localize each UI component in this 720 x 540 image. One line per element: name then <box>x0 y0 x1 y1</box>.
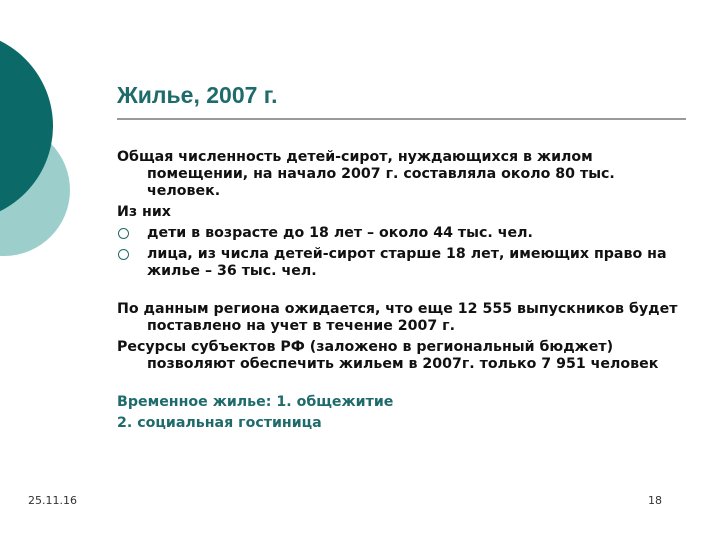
paragraph-total-orphans: Общая численность детей-сирот, нуждающихся в жилом помещении, на начало 2007 г. составляла около 80 тыс. человек. <box>117 149 615 199</box>
slide-body <box>117 149 692 436</box>
temporary-housing-line: Временное жилье: 1. общежитие <box>117 394 394 410</box>
bullet-item <box>117 246 692 280</box>
bullet-text: лица, из числа детей-сирот старше 18 лет, имеющих право на жилье – 36 тыс. чел. <box>147 246 667 279</box>
footer-date: 25.11.16 <box>28 494 77 507</box>
circle-bullet-icon <box>118 249 129 260</box>
title-divider <box>117 118 686 120</box>
paragraph-of-them: Из них <box>117 204 171 220</box>
bullet-item <box>117 225 692 242</box>
circle-bullet-icon <box>118 228 129 239</box>
social-hotel-line: 2. социальная гостиница <box>117 415 322 431</box>
slide-title: Жилье, 2007 г. <box>117 82 278 108</box>
paragraph-region-forecast: По данным региона ожидается, что еще 12 555 выпускников будет поставлено на учет в течение 2007 г. <box>117 301 678 334</box>
spacer <box>117 377 692 394</box>
spacer <box>117 284 692 301</box>
bullet-text: дети в возрасте до 18 лет – около 44 тыс. чел. <box>147 225 533 241</box>
paragraph-resources: Ресурсы субъектов РФ (заложено в региональный бюджет) позволяют обеспечить жильем в 2007г. только 7 951 человек <box>117 339 659 372</box>
page-number: 18 <box>648 494 662 507</box>
